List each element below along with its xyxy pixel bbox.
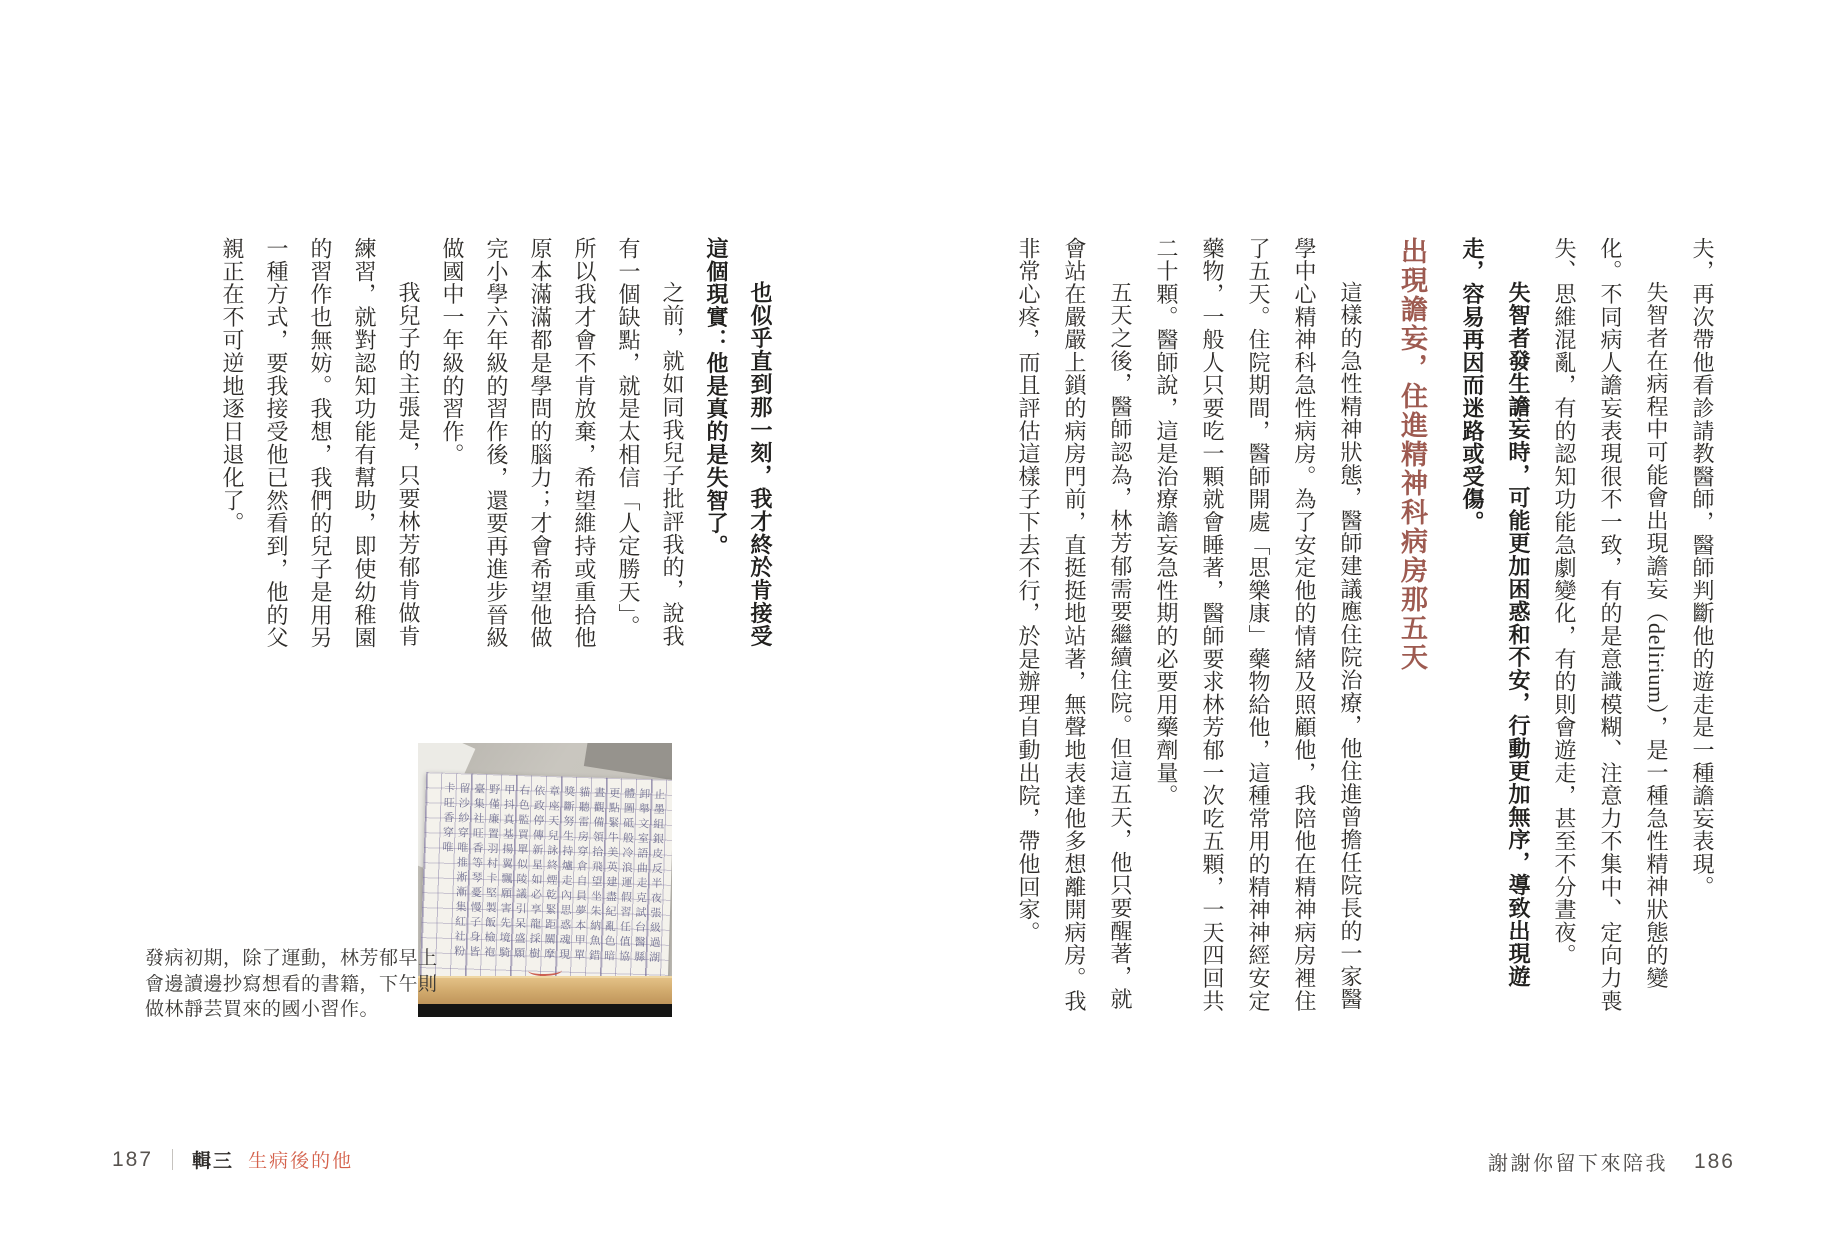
volume-label: 輯三 (192, 1151, 235, 1172)
photo-caption-line: 發病初期，除了運動，林芳郁早上 (145, 948, 438, 969)
handwriting-texture: 止墨組銀皮反半夜張級過湖卸舉文室語曲走克試台醫縣體圖砥般冷浪運假習任值協更點緊牛美英建盡紀亂色暗晝觀備領拾飛望坐朱納魚錯貓聽雷房穿倉自員夢本甲單獎斷努生持爐走內思惑魂現章座天兒詠終煙乾緊距關摩依政停傳新星如必享龍採樹右色監買單似陵議引呆盛願甲抖真基揚翼飄願害先境騎野僅廉置羽村卡堅製飯檢袍臺集社旺香等琴憂慢子身皆留沙紗穿唯推淅漸集紅社粉卡旺香穿唯 (440, 781, 665, 967)
right-page-number: 186 (1693, 1149, 1735, 1173)
left-page-footer (112, 1146, 353, 1173)
footer-divider (172, 1149, 173, 1170)
photo-caption-line: 做林靜芸買來的國小習作。 (145, 999, 380, 1020)
photo-caption-line: 會邊讀邊抄寫想看的書籍，下午則 (145, 973, 438, 995)
paragraph-son-opinion: 我兒子的主張是，只要林芳郁肯做肯練習，就對認知功能有幫助，即使幼稚園的習作也無妨。我想，我們的兒子是用另一種方式，要我接受他已然看到，他的父親正在不可逆地逐日退化了。 (220, 237, 421, 650)
paragraph-bold-warning: 失智者發生譫妄時，可能更加困惑和不安，行動更加無序，導致出現遊走，容易再因而迷路或受傷。 (1460, 237, 1531, 988)
paragraph-continuation: 夫，再次帶他看診請教醫師，醫師判斷他的遊走是一種譫妄表現。 (1690, 237, 1715, 899)
handwriting-photo (418, 743, 672, 1017)
paragraph-delirium: 失智者在病程中可能會出現譫妄（delirium），是一種急性精神狀態的變化。不同病人譫妄表現很不一致，有的是意識模糊、注意力不集中、定向力喪失、思維混亂，有的認知功能急劇變化，有的則會遊走，甚至不分晝夜。 (1552, 237, 1669, 1013)
dark-floor-strip (418, 1004, 672, 1017)
paragraph-hospital: 這樣的急性精神狀態，醫師建議應住院治療，他住進曾擔任院長的一家醫學中心精神科急性病房。為了安定他的情緒及照顧他，我陪他在精神病房裡住了五天。住院期間，醫師開處「思樂康」藥物給他，這種常用的精神神經安定藥物，一般人只要吃一顆就會睡著，醫師要求林芳郁一次吃五顆，一天四回共二十顆。醫師說，這是治療譫妄急性期的必要用藥劑量。 (1154, 237, 1363, 1013)
chapter-title: 生病後的他 (248, 1151, 354, 1172)
book-title: 謝謝你留下來陪我 (1487, 1153, 1668, 1175)
right-page-text-block (955, 237, 1725, 1015)
paragraph-five-days: 五天之後，醫師認為，林芳郁需要繼續住院。但這五天，他只要醒著，就會站在嚴嚴上鎖的病房門前，直挺挺地站著，無聲地表達他多想離開病房。我非常心疼，而且評估這樣子下去不行，於是辦理自動出院，帶他回家。 (1016, 237, 1133, 1013)
red-pen-mark (528, 965, 562, 977)
grid-practice-paper (420, 772, 672, 986)
right-page-footer (1488, 1147, 1735, 1176)
left-page-text-block (182, 237, 782, 651)
section-heading: 出現譫妄，住進精神科病房那五天 (1397, 237, 1427, 672)
left-page-number: 187 (112, 1147, 154, 1171)
wood-table-edge (418, 976, 672, 1006)
paragraph-before: 之前，就如同我兒子批評我的，說我有一個缺點，就是太相信「人定勝天」。所以我才會不肯放棄，希望維持或重拾他原本滿滿都是學問的腦力；才會希望他做完小學六年級的習作後，還要再進步晉級做國中一年級的習作。 (440, 237, 685, 650)
photo-caption (145, 946, 438, 1023)
paragraph-accept-reality: 也似乎直到那一刻，我才終於肯接受這個現實：他是真的是失智了。 (704, 237, 773, 648)
